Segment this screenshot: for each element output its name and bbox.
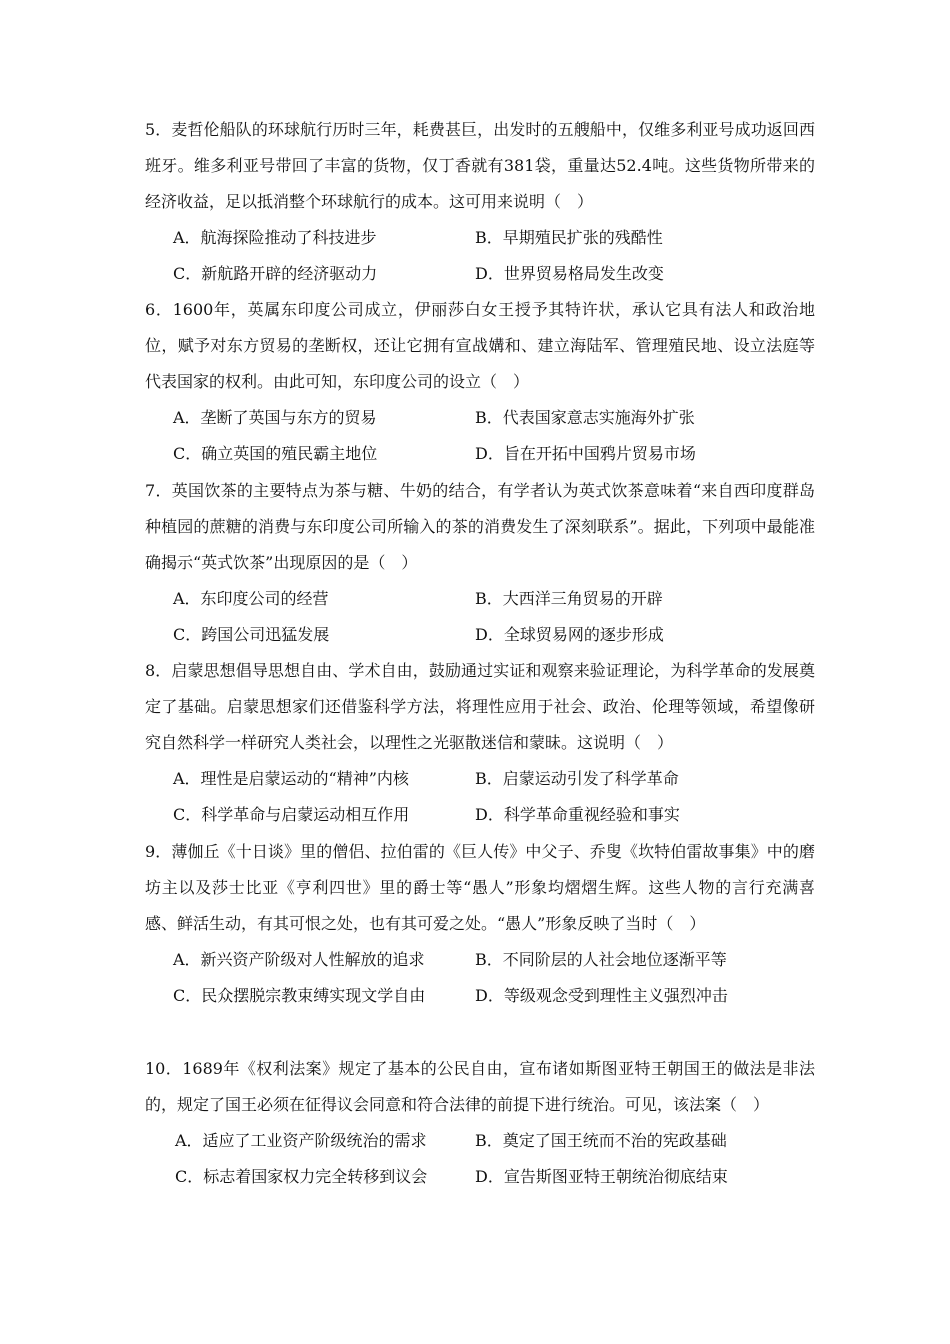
option-b: B．启蒙运动引发了科学革命 <box>475 769 679 788</box>
option-c: C．新航路开辟的经济驱动力 <box>173 264 378 283</box>
option-row <box>145 1159 815 1195</box>
option-c: C．民众摆脱宗教束缚实现文学自由 <box>173 986 426 1005</box>
option-row <box>145 978 815 1014</box>
option-d: D．等级观念受到理性主义强烈冲击 <box>475 986 728 1005</box>
option-list <box>145 761 815 833</box>
option-row <box>145 220 815 256</box>
question-10 <box>145 1051 815 1195</box>
option-row <box>145 942 815 978</box>
option-a: A．理性是启蒙运动的“精神”内核 <box>173 769 409 788</box>
option-b: B．大西洋三角贸易的开辟 <box>475 589 663 608</box>
question-stem: 8．启蒙思想倡导思想自由、学术自由，鼓励通过实证和观察来验证理论，为科学革命的发展奠定了基础。启蒙思想家们还借鉴科学方法，将理性应用于社会、政治、伦理等领域，希望像研究自然科学一样研究人类社会，以理性之光驱散迷信和蒙昧。这说明（ ） <box>145 661 815 752</box>
option-d: D．科学革命重视经验和事实 <box>475 805 680 824</box>
option-b: B．早期殖民扩张的残酷性 <box>475 228 663 247</box>
option-d: D．全球贸易网的逐步形成 <box>475 625 664 644</box>
option-row <box>145 797 815 833</box>
question-stem: 6．1600年，英属东印度公司成立，伊丽莎白女王授予其特许状，承认它具有法人和政治地位，赋予对东方贸易的垄断权，还让它拥有宣战媾和、建立海陆军、管理殖民地、设立法庭等代表国家的权利。由此可知，东印度公司的设立（ ） <box>145 300 815 391</box>
option-list <box>145 220 815 292</box>
option-d: D．宣告斯图亚特王朝统治彻底结束 <box>475 1167 728 1186</box>
option-b: B．代表国家意志实施海外扩张 <box>475 408 695 427</box>
question-6 <box>145 292 815 472</box>
option-c: C．科学革命与启蒙运动相互作用 <box>173 805 410 824</box>
option-list <box>145 942 815 1014</box>
option-a: A．垄断了英国与东方的贸易 <box>173 408 377 427</box>
question-stem: 7．英国饮茶的主要特点为茶与糖、牛奶的结合，有学者认为英式饮茶意味着“来自西印度群岛种植园的蔗糖的消费与东印度公司所输入的茶的消费发生了深刻联系”。据此，下列项中最能准确揭示“英式饮茶”出现原因的是（ ） <box>145 481 815 572</box>
option-d: D．旨在开拓中国鸦片贸易市场 <box>475 444 696 463</box>
option-d: D．世界贸易格局发生改变 <box>475 264 664 283</box>
option-c: C．确立英国的殖民霸主地位 <box>173 444 378 463</box>
question-7 <box>145 473 815 653</box>
question-5 <box>145 112 815 292</box>
option-list <box>145 1123 815 1195</box>
option-row <box>145 581 815 617</box>
option-list <box>145 581 815 653</box>
question-9 <box>145 834 815 1014</box>
option-row <box>145 400 815 436</box>
option-row <box>145 761 815 797</box>
option-b: B．奠定了国王统而不治的宪政基础 <box>475 1131 727 1150</box>
option-row <box>145 436 815 472</box>
option-a: A．东印度公司的经营 <box>173 589 329 608</box>
option-a: A．适应了工业资产阶级统治的需求 <box>175 1131 427 1150</box>
question-stem: 9．薄伽丘《十日谈》里的僧侣、拉伯雷的《巨人传》中父子、乔叟《坎特伯雷故事集》中的磨坊主以及莎士比亚《亨利四世》里的爵士等“愚人”形象均熠熠生辉。这些人物的言行充满喜感、鲜活生动，有其可恨之处，也有其可爱之处。“愚人”形象反映了当时（ ） <box>145 842 815 933</box>
option-row <box>145 256 815 292</box>
option-c: C．跨国公司迅猛发展 <box>173 625 330 644</box>
option-row <box>145 1123 815 1159</box>
option-c: C．标志着国家权力完全转移到议会 <box>175 1167 428 1186</box>
option-row <box>145 617 815 653</box>
option-b: B．不同阶层的人社会地位逐渐平等 <box>475 950 727 969</box>
option-list <box>145 400 815 472</box>
question-stem: 10．1689年《权利法案》规定了基本的公民自由，宣布诸如斯图亚特王朝国王的做法是非法的，规定了国王必须在征得议会同意和符合法律的前提下进行统治。可见，该法案（ ） <box>145 1059 815 1114</box>
question-stem: 5．麦哲伦船队的环球航行历时三年，耗费甚巨，出发时的五艘船中，仅维多利亚号成功返回西班牙。维多利亚号带回了丰富的货物，仅丁香就有381袋，重量达52.4吨。这些货物所带来的经济收益，足以抵消整个环球航行的成本。这可用来说明（ ） <box>145 120 815 211</box>
question-8 <box>145 653 815 833</box>
option-a: A．新兴资产阶级对人性解放的追求 <box>173 950 425 969</box>
option-a: A．航海探险推动了科技进步 <box>173 228 377 247</box>
